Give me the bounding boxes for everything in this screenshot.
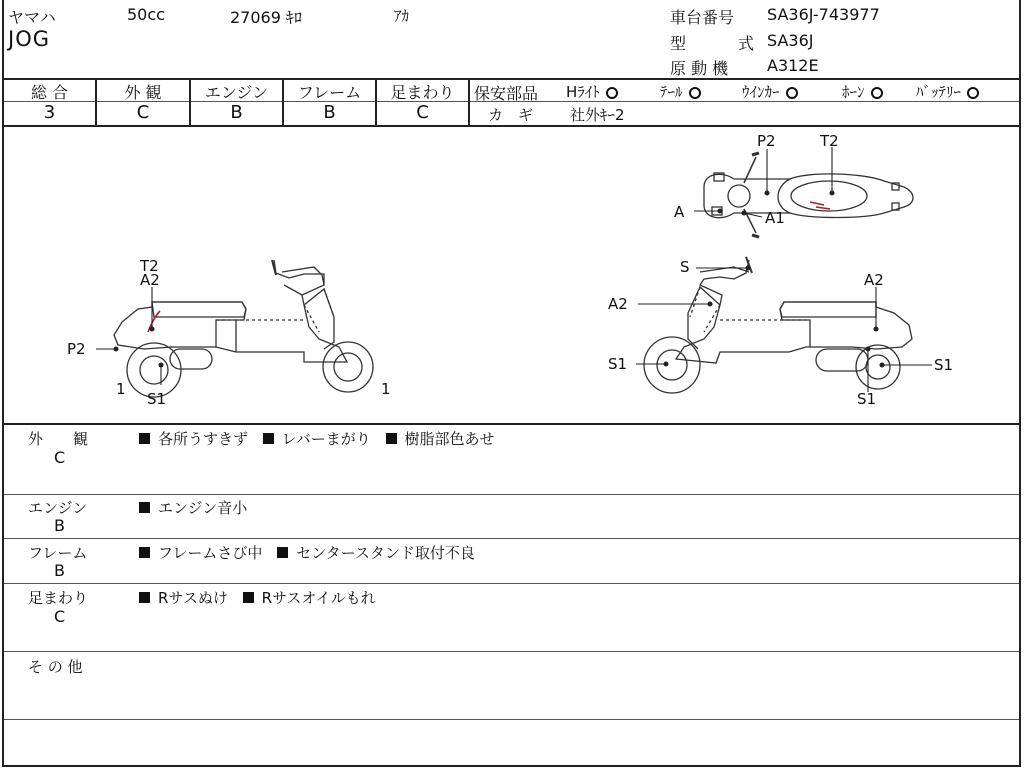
ok-circle-icon (967, 87, 979, 99)
label-a2-right-rear: A2 (864, 271, 884, 289)
divider (4, 583, 1019, 584)
type-value: SA36J (767, 31, 814, 50)
label-a1-top: A1 (765, 209, 785, 227)
grade-frame: B (323, 102, 336, 123)
mileage: 27069 ｷﾛ (230, 8, 302, 27)
type-label-1: 型 (670, 34, 687, 53)
bullet-square-icon (139, 547, 150, 558)
bullet-square-icon (139, 433, 150, 444)
grade-overall: 3 (43, 102, 56, 123)
bullet-square-icon (263, 433, 274, 444)
remark-items-frame: フレームさび中 センタースタンド取付不良 (139, 542, 485, 563)
divider (4, 719, 1019, 720)
grade-header-exterior: 外 観 (124, 83, 162, 102)
engine-label: 原 動 機 (670, 59, 729, 78)
displacement: 50cc (127, 5, 165, 24)
divider (4, 423, 1019, 425)
safety-item-horn: ﾎｰﾝ (842, 81, 887, 102)
key-value: 社外ｷｰ2 (570, 106, 625, 124)
label-s1-right-bottom: S1 (857, 390, 877, 408)
label-p2-left: P2 (67, 340, 86, 358)
remark-grade-suspension: C (54, 607, 66, 626)
label-t2-left: T2 (140, 257, 159, 275)
color: ｱｶ (394, 7, 410, 25)
grade-exterior: C (136, 102, 150, 123)
remark-label-exterior: 外 観 (28, 430, 89, 448)
label-s1-right-front: S1 (608, 355, 628, 373)
remark-grade-engine: B (54, 516, 65, 535)
label-1-left: 1 (116, 380, 126, 398)
grade-header-engine: エンジン (204, 83, 269, 102)
label-p2-top: P2 (757, 132, 776, 150)
divider (4, 538, 1019, 539)
ok-circle-icon (786, 87, 798, 99)
label-s1-left: S1 (147, 390, 167, 408)
grade-suspension: C (416, 102, 429, 123)
safety-item-tail: ﾃｰﾙ (660, 81, 705, 102)
damage-marks (148, 202, 830, 332)
remark-label-suspension: 足まわり (28, 589, 89, 607)
grade-header-overall: 総 合 (30, 83, 69, 102)
label-a2-right-front: A2 (608, 295, 628, 313)
label-a-top: A (674, 203, 685, 221)
frame-no-label: 車台番号 (670, 8, 735, 27)
grade-header-suspension: 足まわり (390, 83, 455, 102)
remark-items-suspension: Rサスぬけ Rサスオイルもれ (139, 587, 386, 608)
remark-label-other: そ の 他 (28, 658, 83, 676)
bullet-square-icon (139, 502, 150, 513)
safety-item-headlight: Hﾗｲﾄ (566, 81, 622, 102)
remark-label-engine: エンジン (28, 499, 88, 517)
remark-grade-frame: B (54, 561, 65, 580)
key-label: カ ギ (488, 106, 534, 124)
ok-circle-icon (871, 87, 883, 99)
label-s-right: S (680, 258, 690, 276)
label-s1-right-rear: S1 (934, 356, 954, 374)
safety-label: 保安部品 (474, 84, 539, 103)
divider (4, 651, 1019, 652)
scooter-top-view (704, 153, 913, 237)
label-1-right: 1 (381, 380, 391, 398)
model-name: JOG (8, 27, 50, 51)
ok-circle-icon (689, 87, 701, 99)
label-a2-left: A2 (140, 271, 160, 289)
inspection-sheet (2, 0, 1021, 767)
divider (4, 494, 1019, 495)
bullet-square-icon (243, 592, 254, 603)
type-label-2: 式 (738, 34, 755, 53)
safety-item-battery: ﾊﾞｯﾃﾘｰ (916, 81, 983, 102)
remark-items-engine: エンジン音小 (139, 497, 257, 518)
label-t2-top: T2 (820, 132, 839, 150)
bullet-square-icon (386, 433, 397, 444)
remark-items-exterior: 各所うすきず レバーまがり 樹脂部色あせ (139, 428, 505, 449)
maker-name: ヤマハ (8, 8, 56, 27)
remark-label-frame: フレーム (28, 544, 88, 562)
grade-header-frame: フレーム (297, 83, 362, 102)
frame-no-value: SA36J-743977 (767, 5, 880, 24)
bullet-square-icon (277, 547, 288, 558)
engine-value: A312E (767, 56, 819, 75)
safety-item-winker: ｳｲﾝｶｰ (742, 81, 802, 102)
grade-engine: B (230, 102, 243, 123)
bullet-square-icon (139, 592, 150, 603)
remark-grade-exterior: C (54, 448, 66, 467)
divider (468, 78, 470, 125)
ok-circle-icon (606, 87, 618, 99)
damage-diagram (4, 127, 1019, 423)
